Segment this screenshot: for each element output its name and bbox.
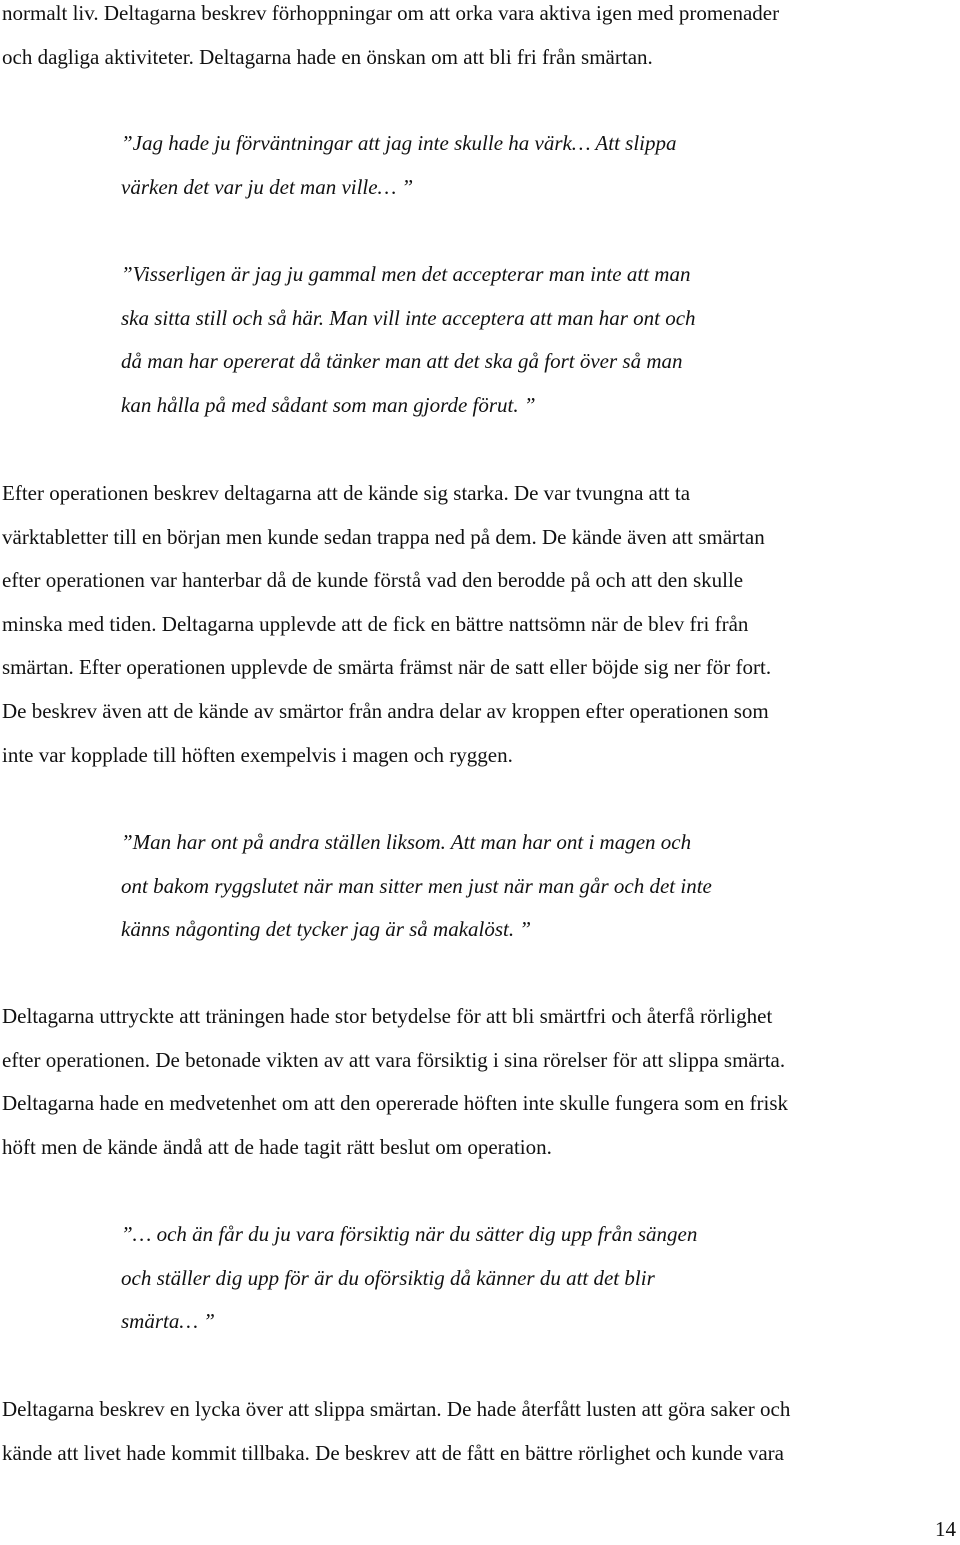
text-line: efter operationen var hanterbar då de kunde förstå vad den berodde på och att den skulle: [2, 568, 744, 593]
paragraph-opening: [2, 0, 958, 79]
text-line: minska med tiden. Deltagarna upplevde att de fick en bättre nattsömn när de blev fri från: [2, 611, 749, 636]
paragraph-happiness: [2, 1388, 958, 1475]
quote-expectations: [121, 122, 881, 209]
quote-line: smärta… ”: [121, 1309, 215, 1334]
text-line: Deltagarna hade en medvetenhet om att den opererade höften inte skulle fungera som en frisk: [2, 1091, 789, 1116]
text-line: Deltagarna uttryckte att träningen hade stor betydelse för att bli smärtfri och återfå rörlighet: [2, 1004, 773, 1028]
quote-line: ont bakom ryggslutet när man sitter men just när man går och det inte: [121, 873, 712, 898]
quote-other-pain: [121, 821, 881, 952]
text-line: inte var kopplade till höften exempelvis i magen och ryggen.: [2, 742, 513, 767]
quote-line: ”… och än får du ju vara försiktig när du sätter dig upp från sängen: [121, 1222, 698, 1246]
text-line: höft men de kände ändå att de hade tagit rätt beslut om operation.: [2, 1134, 552, 1159]
paragraph-training: [2, 995, 958, 1169]
page-number: 14: [935, 1517, 956, 1541]
quote-line: värken det var ju det man ville… ”: [121, 174, 414, 199]
quote-line: ”Man har ont på andra ställen liksom. Att man har ont i magen och: [121, 830, 692, 854]
quote-line: kan hålla på med sådant som man gjorde förut. ”: [121, 392, 536, 417]
quote-line: ”Jag hade ju förväntningar att jag inte skulle ha värk… Att slippa: [121, 131, 677, 155]
text-line: värktabletter till en början men kunde sedan trappa ned på dem. De kände även att smärtan: [2, 524, 765, 549]
text-line: kände att livet hade kommit tillbaka. De beskrev att de fått en bättre rörlighet och kunde vara: [2, 1440, 784, 1465]
text-line: smärtan. Efter operationen upplevde de smärta främst när de satt eller böjde sig ner för fort.: [2, 655, 772, 680]
quote-line: ”Visserligen är jag ju gammal men det accepterar man inte att man: [121, 262, 691, 286]
text-line: Deltagarna beskrev en lycka över att slippa smärtan. De hade återfått lusten att göra saker och: [2, 1397, 791, 1421]
quote-line: och ställer dig upp för är du oförsiktig då känner du att det blir: [121, 1265, 655, 1290]
quote-line: då man har opererat då tänker man att det ska gå fort över så man: [121, 349, 683, 374]
paragraph-after-operation: [2, 472, 958, 777]
text-line: De beskrev även att de kände av smärtor från andra delar av kroppen efter operationen som: [2, 698, 769, 723]
text-line: Efter operationen beskrev deltagarna att de kände sig starka. De var tvungna att ta: [2, 481, 691, 505]
quote-line: ska sitta still och så här. Man vill inte acceptera att man har ont och: [121, 305, 696, 330]
text-line: normalt liv. Deltagarna beskrev förhoppningar om att orka vara aktiva igen med promenader: [2, 1, 780, 25]
text-line: efter operationen. De betonade vikten av att vara försiktig i sina rörelser för att slippa smärta.: [2, 1047, 786, 1072]
quote-line: känns någonting det tycker jag är så makalöst. ”: [121, 917, 532, 942]
quote-acceptance: [121, 253, 881, 427]
text-line: och dagliga aktiviteter. Deltagarna hade en önskan om att bli fri från smärtan.: [2, 44, 653, 69]
quote-careful: [121, 1213, 881, 1344]
